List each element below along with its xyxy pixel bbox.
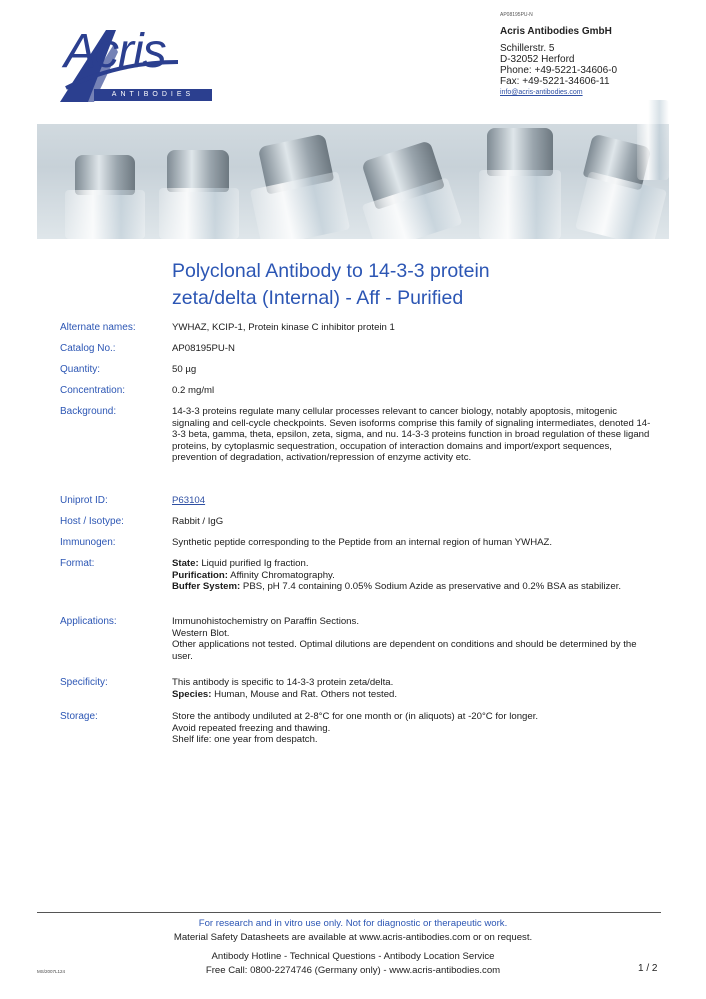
company-address-block bbox=[500, 12, 668, 96]
footer-divider bbox=[37, 912, 661, 913]
field-label: Specificity: bbox=[60, 677, 108, 688]
format-purification bbox=[172, 570, 656, 582]
field-label: Storage: bbox=[60, 711, 98, 722]
format-state bbox=[172, 558, 656, 570]
field-label: Quantity: bbox=[60, 364, 101, 375]
specificity-species bbox=[172, 689, 656, 701]
species-key: Species: bbox=[172, 688, 212, 700]
footer-msds: Material Safety Datasheets are available at www.acris-antibodies.com or on request. bbox=[173, 932, 533, 943]
field-value: 50 µg bbox=[172, 364, 197, 375]
field-value: 0.2 mg/ml bbox=[172, 385, 215, 396]
vial-cap-image bbox=[487, 128, 553, 176]
company-fax: Fax: +49-5221-34606-11 bbox=[500, 76, 610, 87]
field-value bbox=[172, 711, 656, 746]
product-title bbox=[172, 258, 592, 312]
vial-glass-image bbox=[479, 170, 561, 239]
storage-line2: Avoid repeated freezing and thawing. bbox=[172, 722, 331, 734]
field-value-wrap bbox=[172, 495, 656, 507]
product-title-line2: zeta/delta (Internal) - Aff - Purified bbox=[172, 287, 464, 309]
field-value bbox=[172, 677, 656, 700]
applications-line3: Other applications not tested. Optimal dilutions are dependent on conditions and should be determined by the user. bbox=[172, 639, 637, 662]
field-label: Host / Isotype: bbox=[60, 516, 124, 527]
field-label: Alternate names: bbox=[60, 322, 136, 333]
format-state-key: State: bbox=[172, 558, 199, 569]
field-value bbox=[172, 558, 656, 593]
field-value: YWHAZ, KCIP-1, Protein kinase C inhibitor protein 1 bbox=[172, 322, 395, 333]
format-buffer bbox=[172, 581, 656, 593]
field-label: Applications: bbox=[60, 616, 117, 627]
specificity-line1: This antibody is specific to 14-3-3 protein zeta/delta. bbox=[172, 677, 394, 688]
vial-cap-image bbox=[75, 155, 135, 195]
format-state-value: Liquid purified Ig fraction. bbox=[198, 558, 309, 569]
field-label: Uniprot ID: bbox=[60, 495, 108, 506]
product-title-line1: Polyclonal Antibody to 14-3-3 protein bbox=[172, 260, 490, 282]
format-purification-key: Purification: bbox=[172, 569, 228, 581]
footer-research-only: For research and in vitro use only. Not for diagnostic or therapeutic work. bbox=[198, 918, 508, 929]
footer-free-call: Free Call: 0800-2274746 (Germany only) - www.acris-antibodies.com bbox=[205, 965, 501, 976]
field-value: AP08195PU-N bbox=[172, 343, 235, 354]
company-name: Acris Antibodies GmbH bbox=[500, 26, 612, 37]
field-value: Synthetic peptide corresponding to the Peptide from an internal region of human YWHAZ. bbox=[172, 537, 553, 548]
field-label: Format: bbox=[60, 558, 95, 569]
field-label: Catalog No.: bbox=[60, 343, 116, 354]
vial-glass-image bbox=[575, 171, 667, 239]
footer-doc-ref: MS/2007L124 bbox=[37, 969, 66, 974]
format-purification-value: Affinity Chromatography. bbox=[227, 569, 335, 581]
format-buffer-key: Buffer System: bbox=[172, 581, 241, 592]
logo-wordmark: Acris bbox=[64, 25, 166, 78]
applications-line1: Immunohistochemistry on Paraffin Sections. bbox=[172, 616, 359, 627]
field-value: 14-3-3 proteins regulate many cellular processes relevant to cancer biology, notably apoptosis, mitogenic signaling and cell-cycle checkpoints. Seven isoforms comprise this family of signaling intermediates, denoted 14-3-3 beta, gamma, theta, epsilon, zeta, sigma, and nu. 14-3-3 proteins function in broad regulation of these ligand proteins, by cytoplasmic sequestration, occupation of interaction domains and import/export sequences, prevention of degradation, activation/repression of enzyme activity etc. bbox=[172, 406, 651, 463]
field-label: Immunogen: bbox=[60, 537, 116, 548]
field-label: Background: bbox=[60, 406, 117, 417]
footer-services: Antibody Hotline - Technical Questions - Antibody Location Service bbox=[211, 951, 495, 962]
field-label: Concentration: bbox=[60, 385, 126, 396]
company-phone: Phone: +49-5221-34606-0 bbox=[500, 65, 618, 76]
storage-line1: Store the antibody undiluted at 2-8°C for one month or (in aliquots) at -20°C for longer. bbox=[172, 711, 539, 722]
vial-glass-image bbox=[637, 100, 669, 180]
field-value: Rabbit / IgG bbox=[172, 516, 224, 527]
vial-cap-image bbox=[167, 150, 229, 192]
document-code: AP08195PU-N bbox=[500, 12, 533, 18]
storage-line3: Shelf life: one year from despatch. bbox=[172, 734, 318, 745]
logo-subtext: ANTIBODIES bbox=[94, 89, 212, 101]
vial-glass-image bbox=[159, 188, 239, 239]
format-buffer-value: PBS, pH 7.4 containing 0.05% Sodium Azide as preservative and 0.2% BSA as stabilizer. bbox=[240, 581, 622, 592]
company-street: Schillerstr. 5 bbox=[500, 43, 555, 54]
company-email-link[interactable]: info@acris-antibodies.com bbox=[500, 89, 583, 96]
vial-glass-image bbox=[65, 190, 145, 239]
species-value: Human, Mouse and Rat. Others not tested. bbox=[211, 688, 398, 700]
field-value bbox=[172, 616, 656, 662]
uniprot-link[interactable]: P63104 bbox=[172, 495, 206, 506]
page-number: 1 / 2 bbox=[638, 963, 658, 974]
applications-line2: Western Blot. bbox=[172, 627, 230, 639]
company-city: D-32052 Herford bbox=[500, 54, 575, 65]
